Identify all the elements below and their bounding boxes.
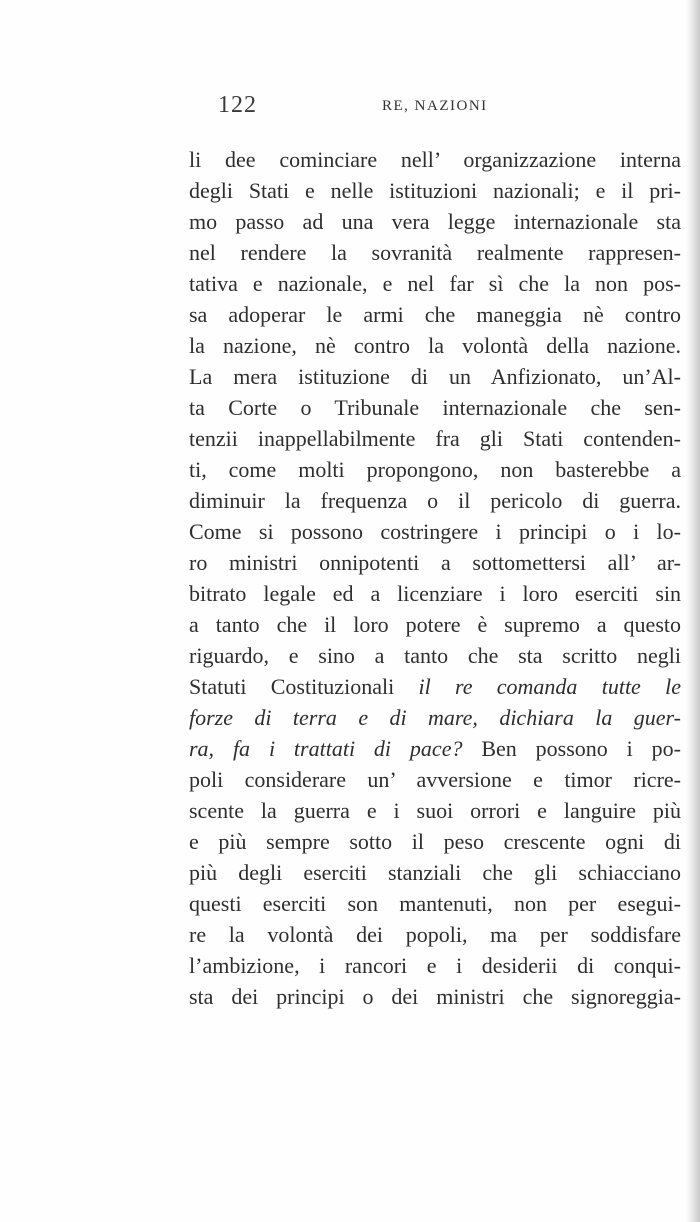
text-line: questi eserciti son mantenuti, non per esegui-	[189, 891, 681, 916]
text-line: ti, come molti propongono, non basterebbe a	[189, 457, 681, 482]
text-line: bitrato legale ed a licenziare i loro eserciti sin	[189, 581, 681, 606]
text-line: nel rendere la sovranità realmente rappresen-	[189, 240, 681, 265]
text-line: diminuir la frequenza o il pericolo di guerra.	[189, 488, 681, 513]
text-line: ta Corte o Tribunale internazionale che sen-	[189, 395, 681, 420]
body-text	[189, 144, 681, 1012]
text-line: sa adoperar le armi che maneggia nè contro	[189, 302, 681, 327]
text-line: scente la guerra e i suoi orrori e languire più	[189, 798, 681, 823]
text-line: più degli eserciti stanziali che gli schiacciano	[189, 860, 681, 885]
text-line-mixed	[189, 733, 681, 764]
text-line: a tanto che il loro potere è supremo a questo	[189, 612, 681, 637]
text-italic: il re comanda tutte le	[418, 674, 681, 699]
text-plain: Ben possono i po-	[462, 736, 681, 761]
page-number: 122	[218, 92, 257, 118]
text-line: tativa e nazionale, e nel far sì che la non pos-	[189, 271, 681, 296]
text-line: li dee cominciare nell’ organizzazione interna	[189, 147, 681, 172]
text-line: e più sempre sotto il peso crescente ogni di	[189, 829, 681, 854]
text-line: sta dei principi o dei ministri che signoreggia-	[189, 984, 681, 1009]
text-line: mo passo ad una vera legge internazionale sta	[189, 209, 681, 234]
text-line: l’ambizione, i rancori e i desiderii di conqui-	[189, 953, 681, 978]
text-line: tenzii inappellabilmente fra gli Stati contenden-	[189, 426, 681, 451]
text-line-italic: forze di terra e di mare, dichiara la guer-	[189, 705, 681, 730]
text-line: Come si possono costringere i principi o i lo-	[189, 519, 681, 544]
text-line: re la volontà dei popoli, ma per soddisfare	[189, 922, 681, 947]
text-line-mixed	[189, 671, 681, 702]
text-line: ro ministri onnipotenti a sottomettersi all’ ar-	[189, 550, 681, 575]
text-italic: ra, fa i trattati di pace?	[189, 736, 463, 761]
page-header	[190, 92, 682, 126]
text-line: La mera istituzione di un Anfizionato, un’Al-	[189, 364, 681, 389]
page-edge-shadow	[686, 0, 700, 1222]
text-plain: Statuti Costituzionali	[189, 674, 419, 699]
text-line: riguardo, e sino a tanto che sta scritto negli	[189, 643, 681, 668]
text-line: degli Stati e nelle istituzioni nazionali; e il pri-	[189, 178, 681, 203]
text-line: la nazione, nè contro la volontà della nazione.	[189, 333, 681, 358]
text-line: poli considerare un’ avversione e timor ricre-	[189, 767, 681, 792]
running-head: RE, NAZIONI	[382, 98, 488, 114]
